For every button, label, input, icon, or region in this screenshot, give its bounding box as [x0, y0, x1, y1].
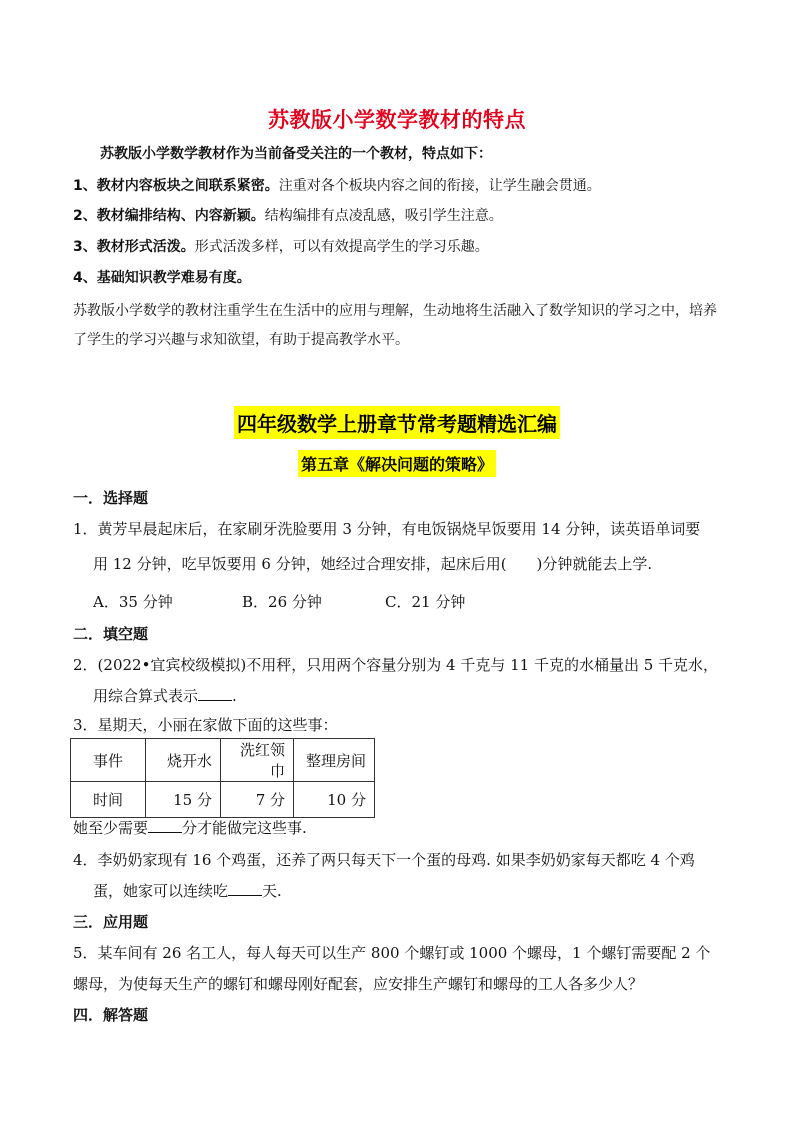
table-row [71, 739, 375, 782]
intro-point-2 [73, 206, 733, 226]
q5-line-2: 螺母，为使每天生产的螺钉和螺母刚好配套，应安排生产螺钉和螺母的工人各多少人？ [73, 975, 644, 993]
table-cell: 15 分 [146, 782, 221, 818]
q5-line-1: 5．某车间有 26 名工人，每人每天可以生产 800 个螺钉或 1000 个螺母，1 个螺钉需要配 2 个 [73, 944, 711, 962]
q1-line-2: 用 12 分钟，吃早饭要用 6 分钟，她经过合理安排，起床后用( )分钟就能去上学. [93, 555, 653, 573]
q1-option-c: C．21 分钟 [385, 593, 466, 611]
point-text: 注重对各个板块内容之间的衔接，让学生融会贯通。 [278, 178, 601, 194]
table-cell: 洗红领巾 [221, 739, 294, 782]
chapter-title-row [0, 450, 794, 477]
q3-answer-blank[interactable] [148, 818, 182, 833]
q3-events-table [70, 738, 375, 818]
chapter-title: 第五章《解决问题的策略》 [298, 450, 496, 477]
intro-point-3 [73, 237, 733, 257]
q3-text: 她至少需要 [73, 819, 149, 837]
table-cell: 时间 [71, 782, 146, 818]
table-cell: 10 分 [294, 782, 375, 818]
section-answer: 四．解答题 [73, 1006, 149, 1024]
intro-summary-line-2: 了学生的学习兴趣与求知欲望，有助于提高教学水平。 [73, 332, 409, 348]
section-apply: 三．应用题 [73, 913, 149, 931]
intro-point-1 [73, 176, 733, 196]
point-text: 结构编排有点凌乱感，吸引学生注意。 [264, 208, 503, 224]
q2-text-end: . [232, 687, 237, 705]
point-heading: 4、基础知识教学难易有度。 [73, 270, 251, 286]
q2-line-1: 2．(2022•宜宾校级模拟)不用秤，只用两个容量分别为 4 千克与 11 千克的水桶量出 5 千克水， [73, 656, 719, 674]
q4-text: 蛋，她家可以连续吃 [93, 882, 229, 900]
q3-intro: 3．星期天，小丽在家做下面的这些事： [73, 716, 338, 734]
point-heading: 3、教材形式活泼。 [73, 239, 195, 255]
q4-answer-blank[interactable] [228, 881, 262, 896]
q1-line-1: 1．黄芳早晨起床后，在家刷牙洗脸要用 3 分钟，有电饭锅烧早饭要用 14 分钟，读英语单词要 [73, 520, 701, 538]
q2-line-2 [93, 685, 753, 707]
point-text: 形式活泼多样，可以有效提高学生的学习乐趣。 [194, 239, 489, 255]
section-fill: 二．填空题 [73, 625, 149, 643]
q4-line-2 [93, 880, 753, 902]
table-cell: 7 分 [221, 782, 294, 818]
exam-title-row [0, 406, 794, 439]
table-cell: 整理房间 [294, 739, 375, 782]
point-heading: 2、教材编排结构、内容新颖。 [73, 208, 265, 224]
intro-title: 苏教版小学数学教材的特点 [268, 108, 526, 132]
q4-line-1: 4．李奶奶家现有 16 个鸡蛋，还养了两只每天下一个蛋的母鸡. 如果李奶奶家每天都吃 4 个鸡 [73, 851, 695, 869]
table-cell: 烧开水 [146, 739, 221, 782]
table-cell: 事件 [71, 739, 146, 782]
q4-text-end: 天. [262, 882, 282, 900]
q1-option-a: A．35 分钟 [93, 593, 173, 611]
table-row [71, 782, 375, 818]
q3-text-end: 分才能做完这些事. [182, 819, 307, 837]
intro-summary-line-1: 苏教版小学数学的教材注重学生在生活中的应用与理解，生动地将生活融入了数学知识的学习之中，培养 [73, 303, 717, 319]
intro-point-4 [73, 268, 733, 288]
intro-lead: 苏教版小学数学教材作为当前备受关注的一个教材，特点如下： [100, 146, 492, 162]
q2-answer-blank[interactable] [198, 686, 232, 701]
section-choice: 一．选择题 [73, 489, 149, 507]
q2-text: 用综合算式表示 [93, 687, 199, 705]
q1-option-b: B．26 分钟 [242, 593, 322, 611]
point-heading: 1、教材内容板块之间联系紧密。 [73, 178, 279, 194]
q3-after [73, 817, 733, 839]
exam-title: 四年级数学上册章节常考题精选汇编 [234, 406, 560, 439]
